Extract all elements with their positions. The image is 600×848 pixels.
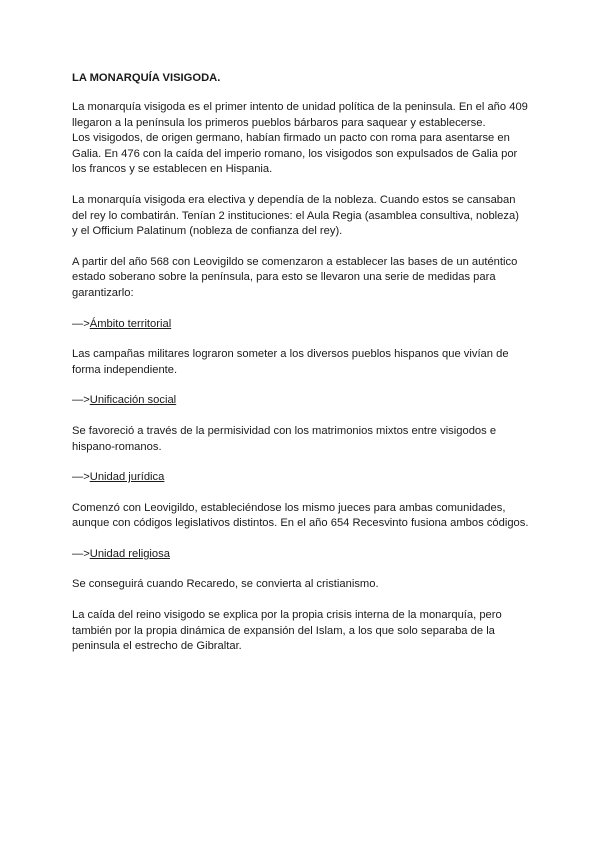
section-heading-juridica <box>72 470 540 486</box>
section-heading-territorial <box>72 317 540 333</box>
section-text-religiosa <box>72 577 540 593</box>
section-link-juridica[interactable]: Unidad jurídica <box>89 471 165 484</box>
text-line: estado soberano sobre la península, para esto se llevaron una serie de medidas para <box>72 271 496 284</box>
section-link-social[interactable]: Unificación social <box>89 394 177 407</box>
section-text-juridica <box>72 501 540 532</box>
arrow-marker: —> <box>72 317 90 330</box>
text-line: Galia. En 476 con la caída del imperio romano, los visigodos son expulsados de Galia por <box>72 147 518 160</box>
text-line: del rey lo combatirán. Tenían 2 instituciones: el Aula Regia (asamblea consultiva, nobleza) <box>72 209 519 222</box>
arrow-marker: —> <box>72 547 90 560</box>
text-line: llegaron a la península los primeros pueblos bárbaros para saquear y establecerse. <box>72 116 486 129</box>
arrow-marker: —> <box>72 471 90 484</box>
text-line: hispano-romanos. <box>72 440 162 453</box>
text-line: aunque con códigos legislativos distintos. En el año 654 Recesvinto fusiona ambos códigos. <box>72 517 529 530</box>
section-link-territorial[interactable]: Ámbito territorial <box>89 317 172 330</box>
text-line: Se conseguirá cuando Recaredo, se convierta al cristianismo. <box>72 578 379 591</box>
conclusion-paragraph <box>72 608 540 655</box>
section-heading-religiosa <box>72 547 540 563</box>
text-line: Comenzó con Leovigildo, estableciéndose los mismo jueces para ambas comunidades, <box>72 501 506 514</box>
text-line: La monarquía visigoda era electiva y dependía de la nobleza. Cuando estos se cansaban <box>72 193 516 206</box>
text-line: forma independiente. <box>72 363 178 376</box>
text-line: peninsula el estrecho de Gibraltar. <box>72 640 242 653</box>
text-line: garantizarlo: <box>72 286 134 299</box>
text-line: los francos y se establecen en Hispania. <box>72 163 273 176</box>
text-line: La monarquía visigoda es el primer intento de unidad política de la peninsula. En el año 409 <box>72 101 528 113</box>
section-link-religiosa[interactable]: Unidad religiosa <box>89 547 170 560</box>
text-line: La caída del reino visigodo se explica por la propia crisis interna de la monarquía, pero <box>72 609 502 622</box>
section-heading-social <box>72 393 540 409</box>
text-line: Las campañas militares lograron someter a los diversos pueblos hispanos que vivían de <box>72 348 509 361</box>
section-text-social <box>72 424 540 455</box>
text-line: y el Officium Palatinum (nobleza de confianza del rey). <box>72 225 343 238</box>
section-text-territorial <box>72 347 540 378</box>
arrow-marker: —> <box>72 394 90 407</box>
text-line: Los visigodos, de origen germano, habían firmado un pacto con roma para asentarse en <box>72 132 510 145</box>
nobility-paragraph <box>72 193 540 240</box>
text-line: Se favoreció a través de la permisividad con los matrimonios mixtos entre visigodos e <box>72 424 497 437</box>
document-title: LA MONARQUÍA VISIGODA. <box>72 72 221 84</box>
intro-paragraph <box>72 100 540 178</box>
leovigildo-paragraph <box>72 255 540 302</box>
text-line: A partir del año 568 con Leovigildo se comenzaron a establecer las bases de un auténtico <box>72 255 518 268</box>
text-line: también por la propia dinámica de expansión del Islam, a los que solo separaba de la <box>72 624 495 637</box>
